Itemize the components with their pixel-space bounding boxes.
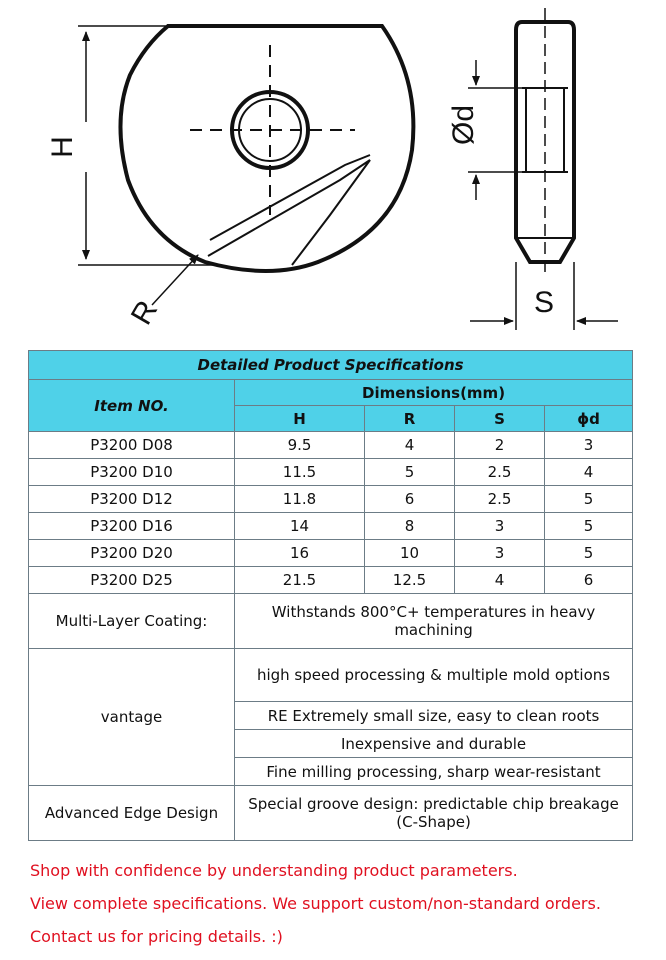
d-cell: 4 <box>545 459 633 486</box>
edge-row <box>29 786 633 841</box>
h-cell: 16 <box>235 540 365 567</box>
vantage-item: high speed processing & multiple mold options <box>235 649 633 702</box>
note-line: View complete specifications. We support custom/non-standard orders. <box>30 894 601 913</box>
r-cell: 6 <box>365 486 455 513</box>
col-r-header: R <box>365 406 455 432</box>
d-cell: 5 <box>545 513 633 540</box>
radius-label: R <box>124 295 165 331</box>
coating-row <box>29 594 633 649</box>
table-title: Detailed Product Specifications <box>29 351 633 380</box>
d-cell: 5 <box>545 540 633 567</box>
s-cell: 3 <box>455 540 545 567</box>
r-cell: 10 <box>365 540 455 567</box>
note-line: Contact us for pricing details. :) <box>30 927 283 946</box>
spec-table <box>28 350 633 841</box>
s-cell: 2.5 <box>455 459 545 486</box>
s-cell: 2.5 <box>455 486 545 513</box>
table-row <box>29 459 633 486</box>
dimensions-header: Dimensions(mm) <box>235 380 633 406</box>
coating-label: Multi-Layer Coating: <box>29 594 235 649</box>
h-cell: 11.5 <box>235 459 365 486</box>
edge-label: Advanced Edge Design <box>29 786 235 841</box>
item-cell: P3200 D12 <box>29 486 235 513</box>
table-row <box>29 567 633 594</box>
edge-value: Special groove design: predictable chip breakage (C-Shape) <box>235 786 633 841</box>
d-cell: 6 <box>545 567 633 594</box>
table-row <box>29 540 633 567</box>
height-label: H <box>46 136 79 158</box>
r-cell: 8 <box>365 513 455 540</box>
insert-front-view <box>120 26 413 271</box>
s-cell: 4 <box>455 567 545 594</box>
r-cell: 12.5 <box>365 567 455 594</box>
radius-leader <box>152 255 198 305</box>
vantage-label: vantage <box>29 649 235 786</box>
item-cell: P3200 D25 <box>29 567 235 594</box>
item-cell: P3200 D10 <box>29 459 235 486</box>
col-s-header: S <box>455 406 545 432</box>
h-cell: 21.5 <box>235 567 365 594</box>
item-cell: P3200 D16 <box>29 513 235 540</box>
vantage-row <box>29 649 633 702</box>
d-cell: 3 <box>545 432 633 459</box>
diameter-label: Ød <box>447 104 480 146</box>
s-cell: 3 <box>455 513 545 540</box>
h-cell: 11.8 <box>235 486 365 513</box>
thickness-label: S <box>533 286 554 319</box>
h-cell: 9.5 <box>235 432 365 459</box>
table-row <box>29 486 633 513</box>
technical-drawing <box>0 0 666 345</box>
insert-diagram <box>0 0 666 345</box>
col-h-header: H <box>235 406 365 432</box>
height-dimension <box>78 26 215 265</box>
coating-value: Withstands 800°C+ temperatures in heavy machining <box>235 594 633 649</box>
item-cell: P3200 D20 <box>29 540 235 567</box>
item-no-header: Item NO. <box>29 380 235 432</box>
promo-notes <box>30 858 650 957</box>
s-cell: 2 <box>455 432 545 459</box>
table-row <box>29 513 633 540</box>
table-row <box>29 432 633 459</box>
h-cell: 14 <box>235 513 365 540</box>
vantage-item: Inexpensive and durable <box>235 730 633 758</box>
centerlines <box>190 45 355 215</box>
d-cell: 5 <box>545 486 633 513</box>
r-cell: 4 <box>365 432 455 459</box>
vantage-item: Fine milling processing, sharp wear-resistant <box>235 758 633 786</box>
col-d-header: ϕd <box>545 406 633 432</box>
note-line: Shop with confidence by understanding product parameters. <box>30 861 518 880</box>
vantage-item: RE Extremely small size, easy to clean roots <box>235 702 633 730</box>
r-cell: 5 <box>365 459 455 486</box>
insert-side-view <box>516 8 574 275</box>
item-cell: P3200 D08 <box>29 432 235 459</box>
